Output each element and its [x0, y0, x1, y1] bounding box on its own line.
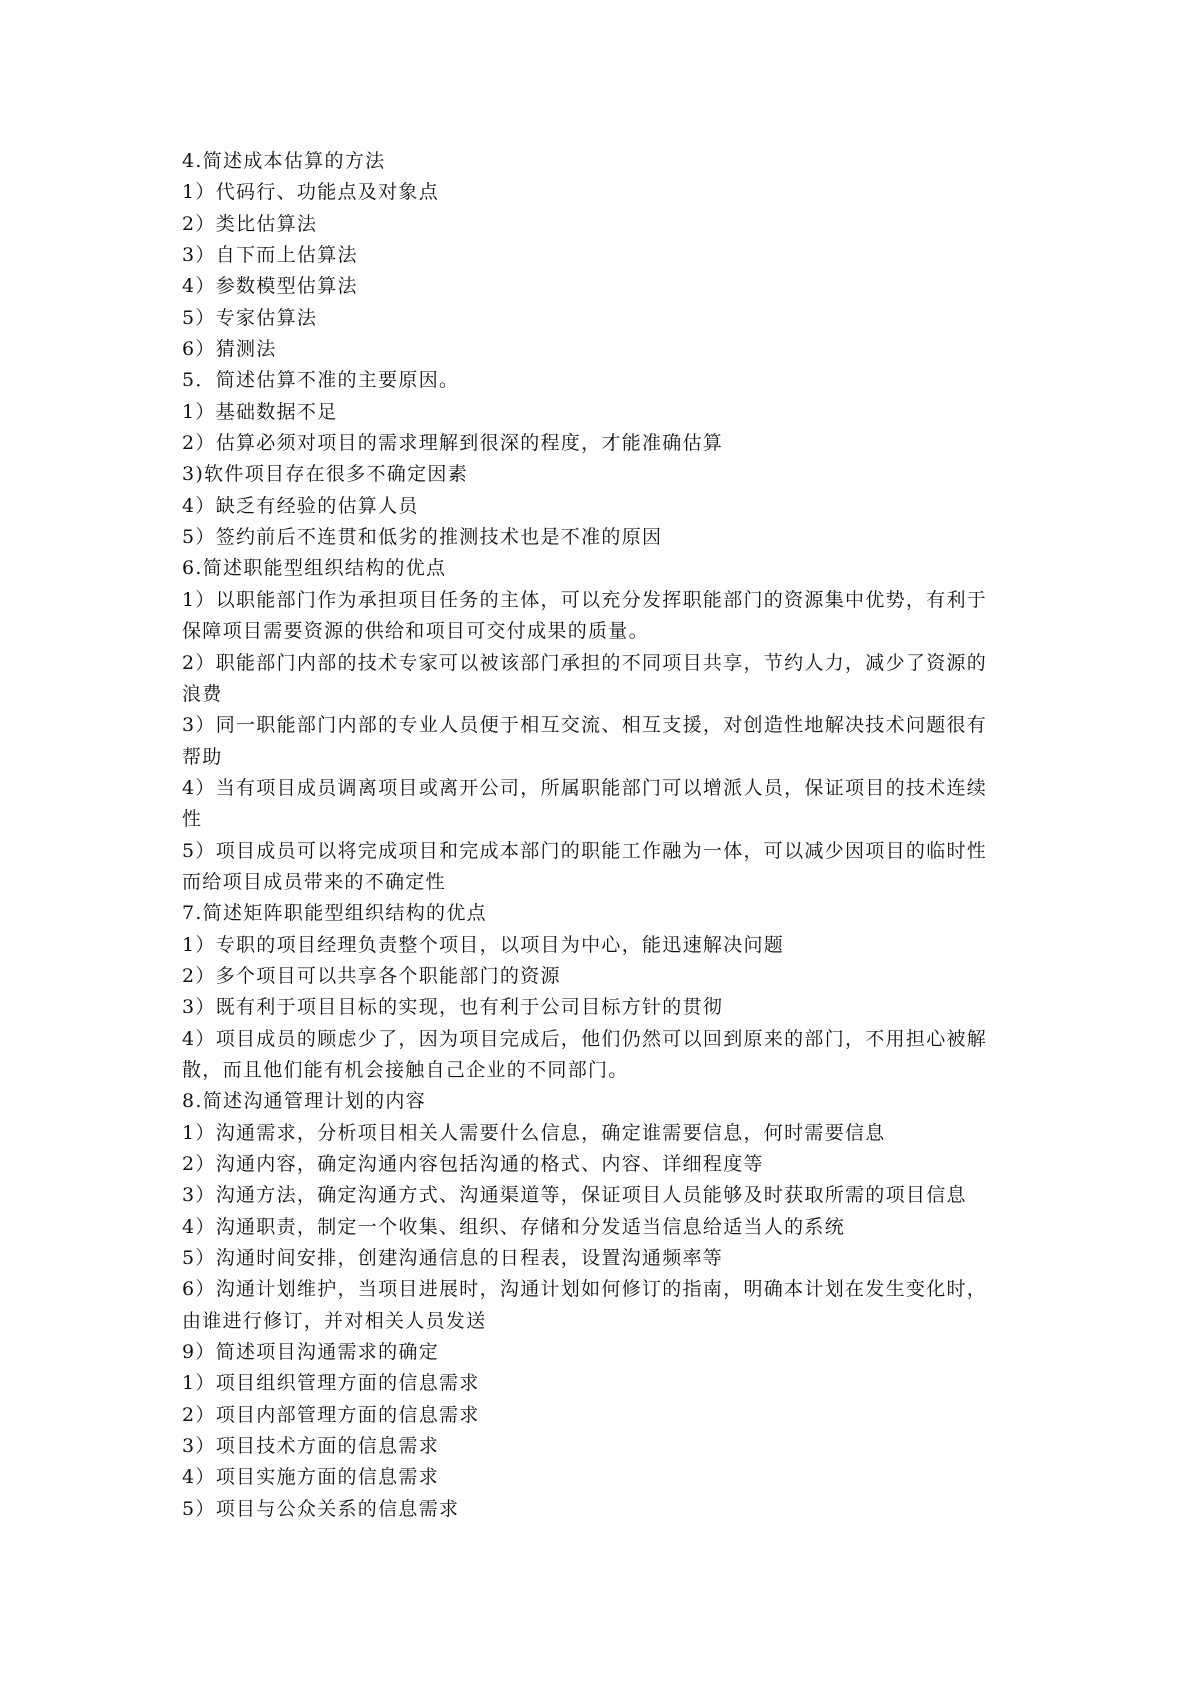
text-line: 5）沟通时间安排，创建沟通信息的日程表，设置沟通频率等	[182, 1247, 724, 1270]
text-line: 1）专职的项目经理负责整个项目，以项目为中心，能迅速解决问题	[182, 933, 785, 956]
text-line: 而给项目成员带来的不确定性	[182, 870, 446, 893]
text-line: 2）多个项目可以共享各个职能部门的资源	[182, 964, 561, 987]
text-line: 2）项目内部管理方面的信息需求	[182, 1403, 480, 1426]
text-line: 保障项目需要资源的供给和项目可交付成果的质量。	[182, 620, 649, 643]
text-line: 2）职能部门内部的技术专家可以被该部门承担的不同项目共享，节约人力，减少了资源的	[182, 651, 988, 674]
text-line: 帮助	[182, 745, 223, 768]
text-line: 6）猜测法	[182, 338, 277, 361]
text-line: 3）既有利于项目目标的实现，也有利于公司目标方针的贯彻	[182, 996, 724, 1019]
text-line: 4）沟通职责，制定一个收集、组织、存储和分发适当信息给适当人的系统	[182, 1215, 845, 1238]
text-line: 5）项目成员可以将完成项目和完成本部门的职能工作融为一体，可以减少因项目的临时性	[182, 839, 988, 862]
text-line: 5）项目与公众关系的信息需求	[182, 1497, 460, 1520]
text-line: 1）以职能部门作为承担项目任务的主体，可以充分发挥职能部门的资源集中优势，有利于	[182, 588, 988, 611]
text-line: 5）专家估算法	[182, 306, 318, 329]
text-line: 性	[182, 808, 203, 831]
text-line: 4）参数模型估算法	[182, 275, 358, 298]
text-line: 2）沟通内容，确定沟通内容包括沟通的格式、内容、详细程度等	[182, 1153, 764, 1175]
text-line: 3）同一职能部门内部的专业人员便于相互交流、相互支援，对创造性地解决技术问题很有	[182, 714, 988, 737]
text-line: 7.简述矩阵职能型组织结构的优点	[182, 902, 487, 925]
text-line: 5）签约前后不连贯和低劣的推测技术也是不准的原因	[182, 526, 663, 549]
text-line: 4）当有项目成员调离项目或离开公司，所属职能部门可以增派人员，保证项目的技术连续	[182, 776, 988, 799]
text-line: 9）简述项目沟通需求的确定	[182, 1341, 439, 1364]
text-line: 2）估算必须对项目的需求理解到很深的程度，才能准确估算	[182, 432, 724, 455]
text-line: 2）类比估算法	[182, 212, 318, 235]
text-line: 浪费	[182, 682, 223, 705]
text-line: 8.简述沟通管理计划的内容	[182, 1090, 427, 1113]
text-line: 6.简述职能型组织结构的优点	[182, 557, 447, 580]
text-line: 4）项目成员的顾虑少了，因为项目完成后，他们仍然可以回到原来的部门，不用担心被解	[182, 1027, 988, 1050]
text-line: 1）代码行、功能点及对象点	[182, 181, 439, 204]
text-line: 6）沟通计划维护，当项目进展时，沟通计划如何修订的指南，明确本计划在发生变化时，	[182, 1278, 988, 1301]
text-line: 1）基础数据不足	[182, 400, 338, 423]
text-line: 3）沟通方法，确定沟通方式、沟通渠道等，保证项目人员能够及时获取所需的项目信息	[182, 1184, 967, 1207]
text-line: 散，而且他们能有机会接触自己企业的不同部门。	[182, 1058, 629, 1081]
text-line: 5．简述估算不准的主要原因。	[182, 369, 460, 392]
document-body	[182, 146, 1022, 1525]
text-line: 3）项目技术方面的信息需求	[182, 1435, 439, 1458]
text-line: 由谁进行修订，并对相关人员发送	[182, 1309, 487, 1332]
text-line: 3)软件项目存在很多不确定因素	[182, 463, 469, 486]
text-line: 4.简述成本估算的方法	[182, 150, 386, 172]
text-line: 1）沟通需求，分析项目相关人需要什么信息，确定谁需要信息，何时需要信息	[182, 1121, 886, 1144]
text-line: 4）缺乏有经验的估算人员	[182, 494, 419, 517]
text-line: 4）项目实施方面的信息需求	[182, 1466, 439, 1489]
text-line: 1）项目组织管理方面的信息需求	[182, 1372, 480, 1395]
text-line: 3）自下而上估算法	[182, 244, 358, 267]
